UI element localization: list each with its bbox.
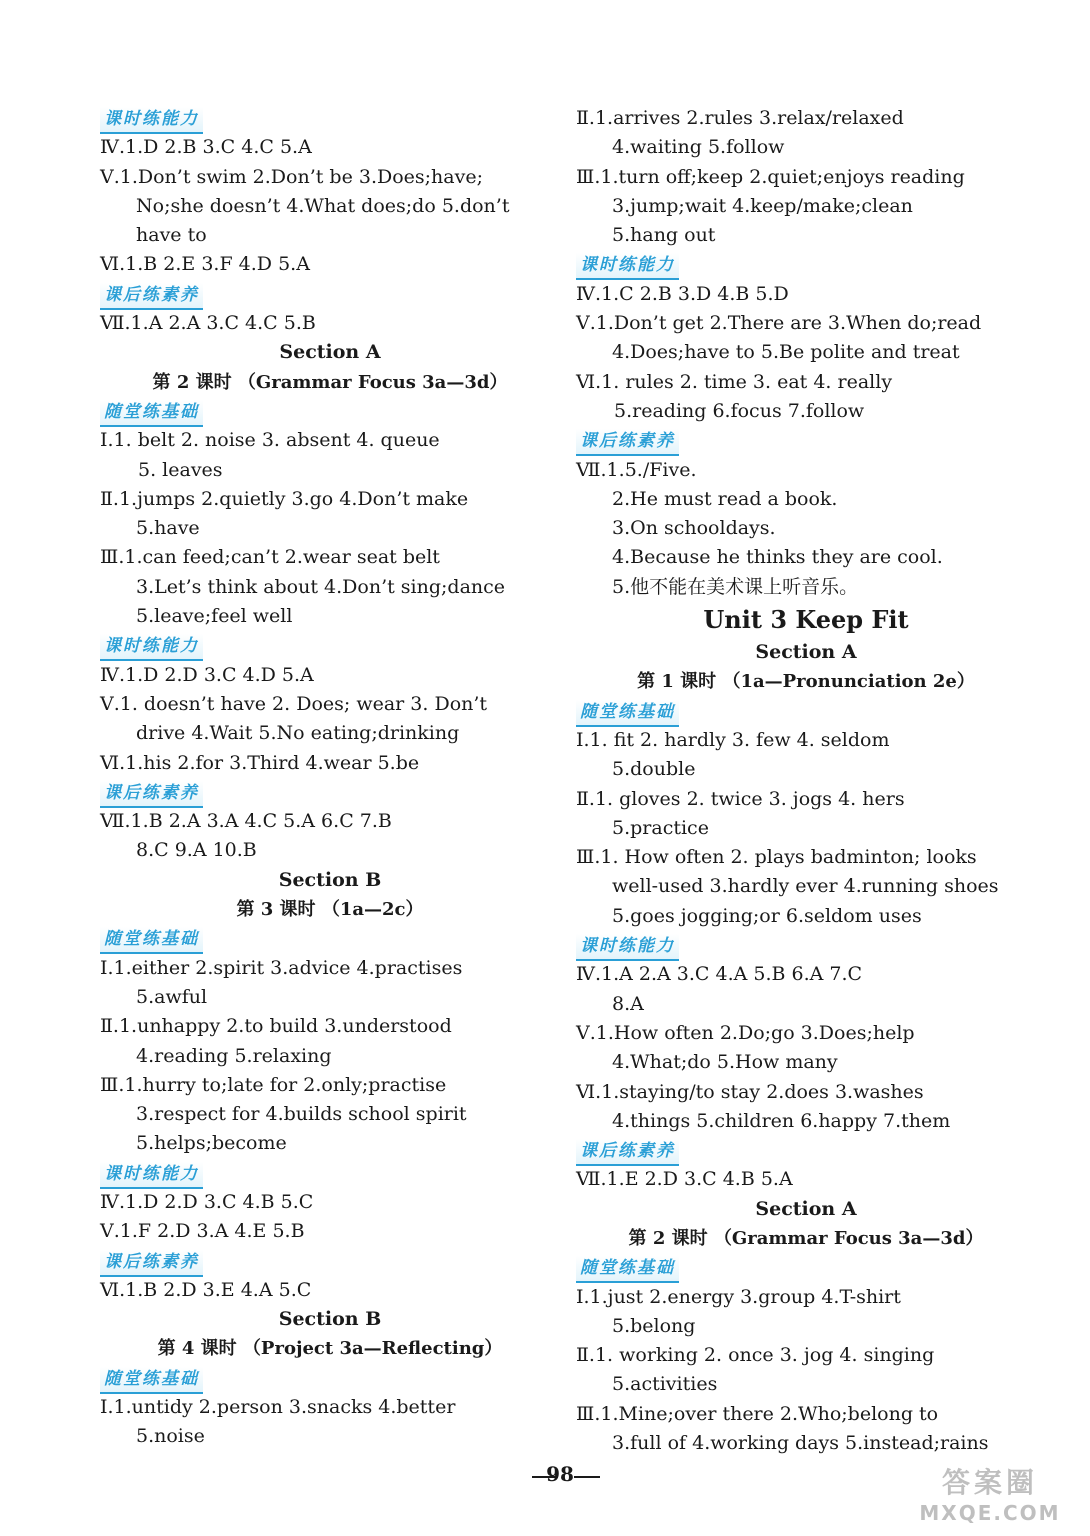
section-heading: Section A — [279, 341, 381, 364]
watermark-url: MXQE.COM — [919, 1501, 1061, 1525]
answer-line: Ⅲ.1.hurry to;late for 2.only;practise — [100, 1073, 447, 1096]
answer-line: Ⅰ.1. belt 2. noise 3. absent 4. queue — [100, 429, 440, 452]
answer-line: Ⅴ.1.F 2.D 3.A 4.E 5.B — [100, 1220, 305, 1243]
answer-line: Ⅵ.1.staying/to stay 2.does 3.washes — [576, 1080, 924, 1103]
answer-line-continued: 8.C 9.A 10.B — [136, 839, 257, 862]
answer-line-continued: 4.Because he thinks they are cool. — [612, 546, 943, 569]
page-number-dash-right — [574, 1476, 600, 1478]
lesson-heading: 第 1 课时 （1a—Pronunciation 2e） — [637, 671, 975, 693]
unit-title: Unit 3 Keep Fit — [703, 605, 909, 635]
exercise-category-row — [100, 280, 540, 309]
exercise-category-row — [576, 931, 1016, 960]
answer-line-continued: 5.reading 6.focus 7.follow — [614, 399, 865, 422]
exercise-category-row — [576, 697, 1016, 726]
page-number: 98 — [546, 1462, 574, 1486]
answer-line: Ⅱ.1.jumps 2.quietly 3.go 4.Don’t make — [100, 487, 469, 510]
answer-line-continued: 5.leave;feel well — [136, 605, 293, 628]
answer-line-continued: 5.noise — [136, 1425, 205, 1448]
exercise-category-label: 课后练素养 — [100, 1250, 203, 1277]
answer-line: Ⅱ.1. gloves 2. twice 3. jogs 4. hers — [576, 787, 905, 810]
answer-line-continued: 8.A — [612, 992, 644, 1015]
answer-line: Ⅴ.1.How often 2.Do;go 3.Does;help — [576, 1021, 915, 1044]
answer-line: Ⅶ.1.5./Five. — [576, 458, 697, 481]
answer-line-continued: 5.belong — [612, 1314, 696, 1337]
answer-line: Ⅱ.1. working 2. once 3. jog 4. singing — [576, 1344, 935, 1367]
answer-line: Ⅰ.1.just 2.energy 3.group 4.T-shirt — [576, 1285, 901, 1308]
exercise-category-label: 随堂练基础 — [576, 700, 679, 727]
answer-line: Ⅰ.1.untidy 2.person 3.snacks 4.better — [100, 1396, 456, 1419]
answer-line: Ⅲ.1. How often 2. plays badminton; looks — [576, 846, 977, 869]
answer-line-continued: 4.things 5.children 6.happy 7.them — [612, 1109, 951, 1132]
watermark-logo — [900, 1466, 1080, 1532]
answer-line: Ⅰ.1.either 2.spirit 3.advice 4.practises — [100, 956, 463, 979]
answer-line: Ⅵ.1.his 2.for 3.Third 4.wear 5.be — [100, 751, 420, 774]
exercise-category-label: 随堂练基础 — [576, 1256, 679, 1283]
exercise-category-row — [100, 924, 540, 953]
answer-line-continued: have to — [136, 224, 207, 247]
answer-line-continued: 3.jump;wait 4.keep/make;clean — [612, 194, 913, 217]
watermark-text: 答案圈 — [941, 1466, 1038, 1499]
answer-line: Ⅲ.1.turn off;keep 2.quiet;enjoys reading — [576, 165, 965, 188]
exercise-category-row — [576, 1136, 1016, 1165]
answer-line-continued: 4.Does;have to 5.Be polite and treat — [612, 341, 960, 364]
exercise-category-label: 课后练素养 — [576, 1139, 679, 1166]
exercise-category-row — [100, 104, 540, 133]
section-heading: Section B — [278, 868, 382, 891]
answer-line: Ⅳ.1.D 2.D 3.C 4.B 5.C — [100, 1190, 314, 1213]
answer-line-continued: 5.have — [136, 517, 200, 540]
answer-line: Ⅴ.1.Don’t swim 2.Don’t be 3.Does;have; — [100, 165, 483, 188]
answer-line: Ⅱ.1.unhappy 2.to build 3.understood — [100, 1015, 452, 1038]
answer-line-continued: well-used 3.hardly ever 4.running shoes — [612, 875, 999, 898]
answer-line-continued: 4.waiting 5.follow — [612, 136, 785, 159]
exercise-category-row — [100, 1247, 540, 1276]
lesson-heading: 第 3 课时 （1a—2c） — [236, 899, 424, 921]
right-column — [576, 104, 1016, 1458]
exercise-category-row — [576, 1253, 1016, 1282]
answer-line: Ⅳ.1.D 2.B 3.C 4.C 5.A — [100, 136, 312, 159]
section-heading: Section B — [278, 1308, 382, 1331]
exercise-category-label: 课时练能力 — [100, 1162, 203, 1189]
exercise-category-label: 随堂练基础 — [100, 400, 203, 427]
exercise-category-row — [576, 426, 1016, 455]
exercise-category-label: 随堂练基础 — [100, 927, 203, 954]
section-heading: Section A — [755, 641, 857, 664]
answer-line: Ⅲ.1.Mine;over there 2.Who;belong to — [576, 1402, 939, 1425]
lesson-heading: 第 2 课时 （Grammar Focus 3a—3d） — [152, 371, 508, 393]
exercise-category-label: 课后练素养 — [100, 283, 203, 310]
answer-line-continued: 4.What;do 5.How many — [612, 1051, 838, 1074]
answer-line-continued: 5.hang out — [612, 224, 716, 247]
exercise-category-label: 课时练能力 — [576, 253, 679, 280]
answer-line-continued: 5.practice — [612, 816, 709, 839]
answer-line: Ⅲ.1.can feed;can’t 2.wear seat belt — [100, 546, 440, 569]
answer-line-continued: 5.awful — [136, 985, 208, 1008]
answer-line: Ⅶ.1.A 2.A 3.C 4.C 5.B — [100, 312, 316, 335]
exercise-category-label: 课后练素养 — [100, 781, 203, 808]
lesson-heading: 第 2 课时 （Grammar Focus 3a—3d） — [628, 1227, 984, 1249]
answer-line-continued: 5.goes jogging;or 6.seldom uses — [612, 904, 922, 927]
answer-line: Ⅰ.1. fit 2. hardly 3. few 4. seldom — [576, 728, 890, 751]
answer-line-continued: 2.He must read a book. — [612, 487, 838, 510]
answer-line: Ⅶ.1.B 2.A 3.A 4.C 5.A 6.C 7.B — [100, 810, 392, 833]
answer-line: Ⅳ.1.A 2.A 3.C 4.A 5.B 6.A 7.C — [576, 963, 863, 986]
answer-line-continued: 3.On schooldays. — [612, 517, 776, 540]
answer-line-continued: 5.他不能在美术课上听音乐。 — [612, 575, 859, 598]
answer-line: Ⅱ.1.arrives 2.rules 3.relax/relaxed — [576, 107, 904, 129]
answer-line: Ⅳ.1.C 2.B 3.D 4.B 5.D — [576, 282, 789, 305]
answer-line-continued: 5.helps;become — [136, 1132, 287, 1155]
exercise-category-label: 课时练能力 — [100, 107, 203, 134]
answer-line: Ⅵ.1. rules 2. time 3. eat 4. really — [576, 370, 893, 393]
answer-line-continued: 5.double — [612, 758, 696, 781]
answer-line-continued: 5.activities — [612, 1373, 718, 1396]
answer-line-continued: No;she doesn’t 4.What does;do 5.don’t — [136, 194, 510, 217]
exercise-category-row — [576, 250, 1016, 279]
answer-line: Ⅵ.1.B 2.D 3.E 4.A 5.C — [100, 1278, 312, 1301]
answer-line-continued: 3.respect for 4.builds school spirit — [136, 1103, 467, 1126]
exercise-category-row — [100, 1364, 540, 1393]
answer-line: Ⅴ.1.Don’t get 2.There are 3.When do;read — [576, 312, 982, 335]
exercise-category-label: 随堂练基础 — [100, 1367, 203, 1394]
answer-line-continued: 5. leaves — [138, 458, 223, 481]
exercise-category-row — [100, 1159, 540, 1188]
answer-line: Ⅵ.1.B 2.E 3.F 4.D 5.A — [100, 253, 310, 276]
exercise-category-row — [100, 778, 540, 807]
answer-line-continued: 3.full of 4.working days 5.instead;rains — [612, 1432, 989, 1455]
answer-line-continued: 4.reading 5.relaxing — [136, 1044, 332, 1067]
answer-line-continued: 3.Let’s think about 4.Don’t sing;dance — [136, 575, 506, 598]
section-heading: Section A — [755, 1197, 857, 1220]
exercise-category-row — [100, 397, 540, 426]
answer-line-continued: drive 4.Wait 5.No eating;drinking — [136, 722, 460, 745]
exercise-category-label: 课时练能力 — [576, 934, 679, 961]
answer-line: Ⅴ.1. doesn’t have 2. Does; wear 3. Don’t — [100, 692, 488, 715]
answer-line: Ⅶ.1.E 2.D 3.C 4.B 5.A — [576, 1168, 793, 1191]
answer-line: Ⅳ.1.D 2.D 3.C 4.D 5.A — [100, 663, 314, 686]
lesson-heading: 第 4 课时 （Project 3a—Reflecting） — [157, 1338, 503, 1360]
exercise-category-row — [100, 631, 540, 660]
exercise-category-label: 课时练能力 — [100, 634, 203, 661]
left-column — [100, 104, 540, 1452]
exercise-category-label: 课后练素养 — [576, 429, 679, 456]
